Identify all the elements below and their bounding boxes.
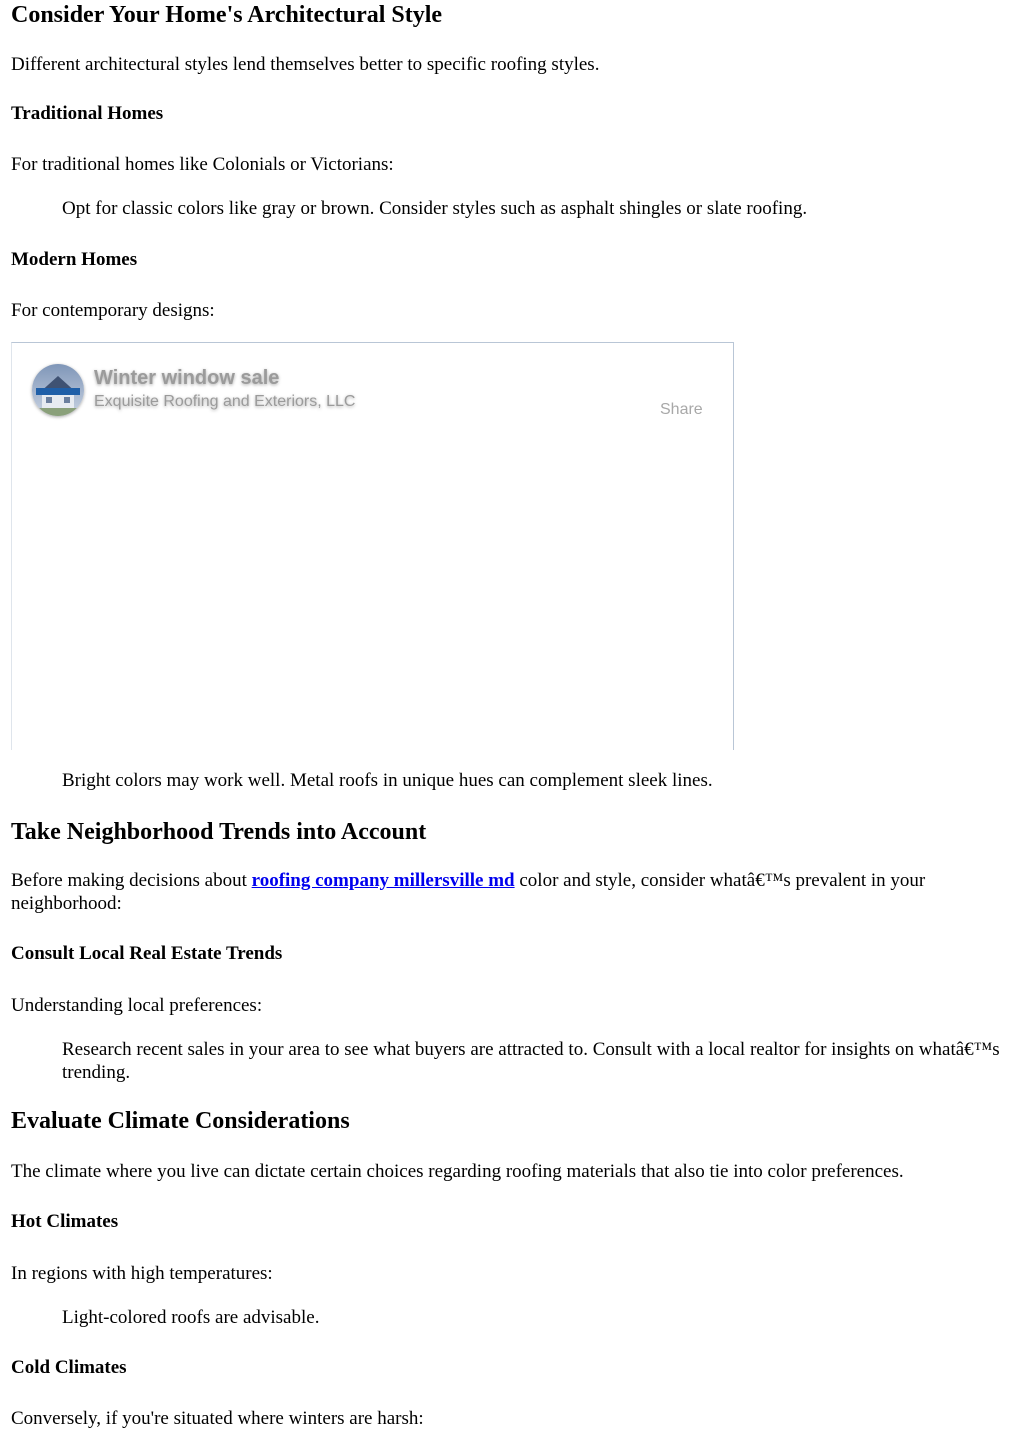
- climate-intro: The climate where you live can dictate certain choices regarding roofing materials that also tie into color preferences.: [11, 1161, 904, 1182]
- company-logo-house-icon: [32, 364, 84, 416]
- modern-intro: For contemporary designs:: [11, 300, 215, 321]
- heading-traditional-homes: Traditional Homes: [11, 103, 164, 124]
- real-estate-intro: Understanding local preferences:: [11, 995, 263, 1016]
- neighborhood-intro: [11, 869, 1013, 915]
- neighborhood-intro-end: color and style, consider whatâ€™s prevalent in your neighborhood:: [11, 870, 926, 914]
- video-title[interactable]: Winter window sale: [94, 367, 280, 389]
- modern-tip: Bright colors may work well. Metal roofs in unique hues can complement sleek lines.: [62, 770, 713, 791]
- channel-avatar[interactable]: [32, 364, 84, 416]
- hot-climates-intro: In regions with high temperatures:: [11, 1263, 273, 1284]
- heading-modern-homes: Modern Homes: [11, 249, 138, 270]
- heading-cold-climates: Cold Climates: [11, 1357, 127, 1378]
- hot-climates-tip: Light-colored roofs are advisable.: [62, 1307, 320, 1328]
- roofing-company-link[interactable]: roofing company millersville md: [251, 870, 515, 891]
- traditional-tip: Opt for classic colors like gray or brown. Consider styles such as asphalt shingles or slate roofing.: [62, 198, 808, 219]
- heading-real-estate-trends: Consult Local Real Estate Trends: [11, 943, 283, 964]
- share-button[interactable]: Share: [660, 401, 703, 418]
- video-embed[interactable]: [11, 342, 734, 750]
- real-estate-tip: Research recent sales in your area to see what buyers are attracted to. Consult with a local realtor for insights on whatâ€™s trending.: [62, 1039, 1000, 1083]
- neighborhood-intro-start: Before making decisions about: [11, 870, 252, 891]
- cold-climates-intro: Conversely, if you're situated where winters are harsh:: [11, 1408, 424, 1429]
- traditional-intro: For traditional homes like Colonials or Victorians:: [11, 154, 394, 175]
- heading-neighborhood-trends: Take Neighborhood Trends into Account: [11, 819, 427, 845]
- heading-hot-climates: Hot Climates: [11, 1211, 119, 1232]
- architecture-intro: Different architectural styles lend themselves better to specific roofing styles.: [11, 54, 600, 75]
- heading-architectural-style: Consider Your Home's Architectural Style: [11, 2, 443, 28]
- heading-climate-considerations: Evaluate Climate Considerations: [11, 1108, 350, 1134]
- video-channel-name[interactable]: Exquisite Roofing and Exteriors, LLC: [94, 393, 356, 410]
